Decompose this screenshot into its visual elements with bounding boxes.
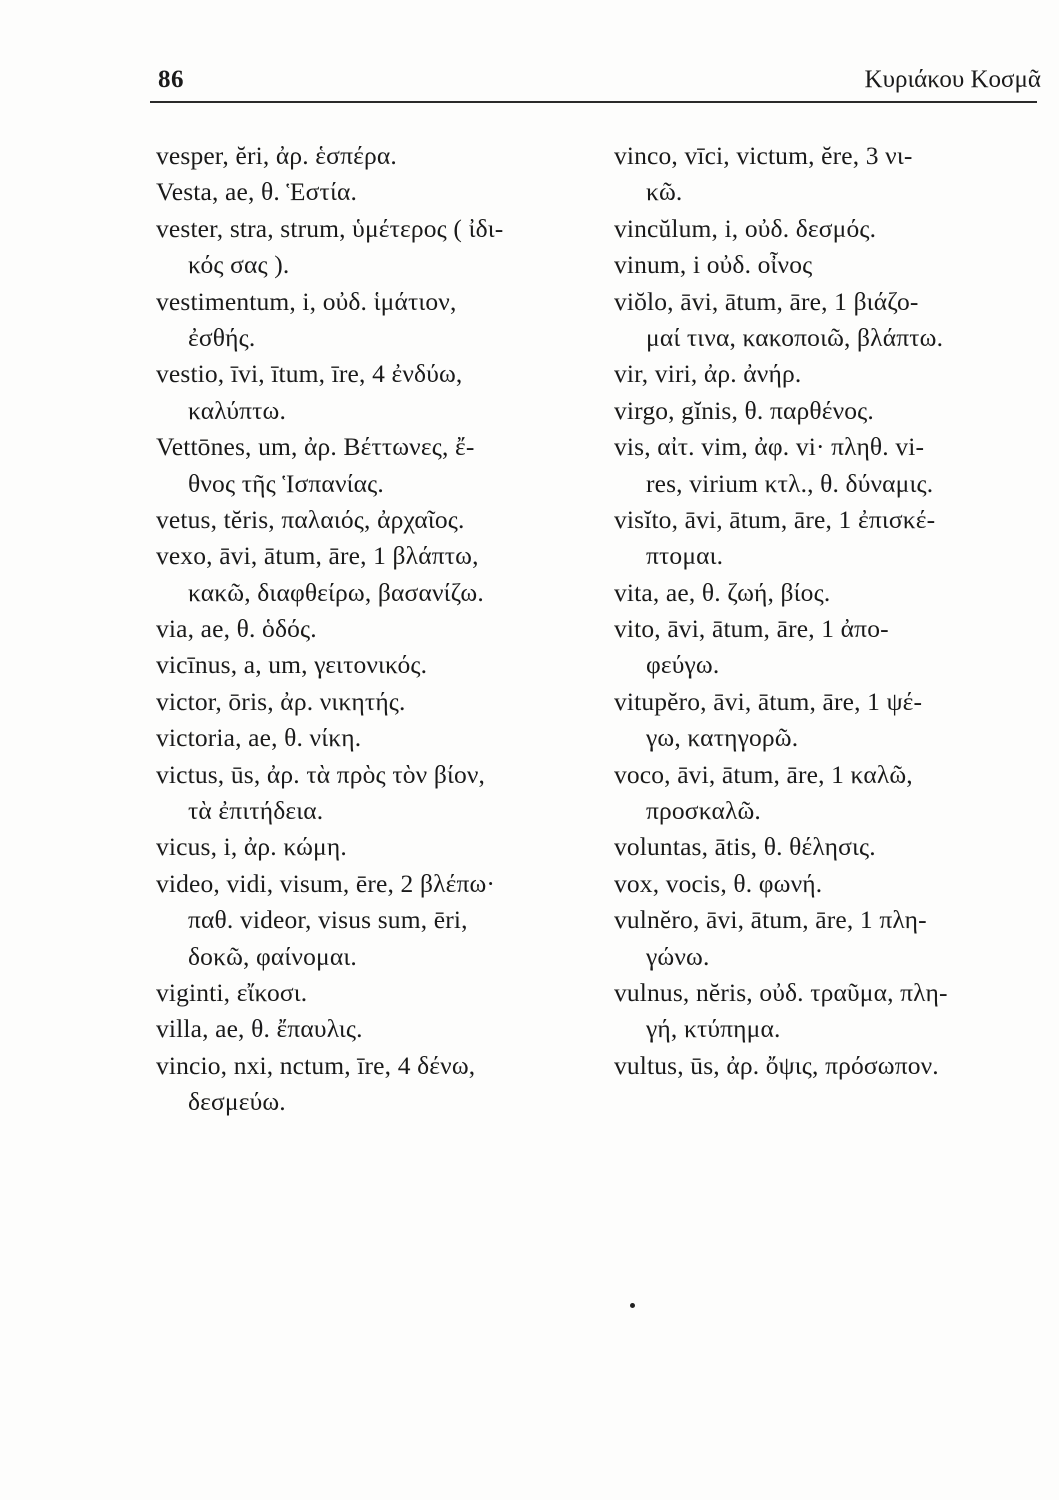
dictionary-entry-line: video, vidi, visum, ēre, 2 βλέπω· xyxy=(156,868,496,898)
dictionary-entry-line: virgo, gĭnis, θ. παρθένος. xyxy=(614,395,874,425)
dictionary-entry-line: vinco, vīci, victum, ĕre, 3 νι- xyxy=(614,141,913,170)
entry-continuation-line: παθ. videor, visus sum, ēri, xyxy=(188,905,468,935)
dictionary-entry-line: victor, ōris, ἀρ. νικητής. xyxy=(156,686,406,716)
print-dot xyxy=(630,1303,635,1308)
dictionary-entry-line: vulnĕro, āvi, ātum, āre, 1 πλη- xyxy=(614,905,927,935)
entry-continuation-line: πτομαι. xyxy=(646,541,724,571)
dictionary-entry-line: vulnus, nĕris, οὐδ. τραῦμα, πλη- xyxy=(614,977,948,1007)
dictionary-entry-line: voluntas, ātis, θ. θέλησις. xyxy=(614,832,876,862)
dictionary-entry-line: via, ae, θ. ὁδός. xyxy=(156,614,317,644)
entry-continuation-line: γω, κατηγορῶ. xyxy=(646,723,799,753)
entry-continuation-line: τὰ ἐπιτήδεια. xyxy=(188,796,324,826)
header-rule xyxy=(150,101,1037,103)
entry-continuation-line: μαί τινα, κακοποιῶ, βλάπτω. xyxy=(646,322,944,352)
entry-continuation-line: προσκαλῶ. xyxy=(646,796,761,826)
dictionary-entry-line: vinum, i οὐδ. οἶνος xyxy=(614,250,813,280)
entry-continuation-line: γή, κτύπημα. xyxy=(646,1014,781,1044)
entry-continuation-line: κῶ. xyxy=(646,177,683,207)
dictionary-entry-line: victus, ūs, ἀρ. τὰ πρὸς τὸν βίον, xyxy=(156,759,486,789)
dictionary-entry-line: vester, stra, strum, ὑμέτερος ( ἰδι- xyxy=(156,213,504,243)
entry-continuation-line: res, virium κτλ., θ. δύναμις. xyxy=(646,468,934,498)
dictionary-entry-line: vox, vocis, θ. φωνή. xyxy=(614,868,823,898)
dictionary-entry-line: villa, ae, θ. ἔπαυλις. xyxy=(156,1014,363,1044)
entry-continuation-line: ἐσθής. xyxy=(188,322,256,352)
entry-continuation-line: δεσμεύω. xyxy=(188,1087,286,1117)
running-head: Κυριάκου Κοσμᾶ xyxy=(864,66,1041,93)
dictionary-entry-line: Vettōnes, um, ἀρ. Βέττωνες, ἔ- xyxy=(156,432,475,462)
dictionary-entry-line: vestio, īvi, ītum, īre, 4 ἐνδύω, xyxy=(156,359,463,389)
dictionary-entry-line: viginti, εἴκοσι. xyxy=(156,977,308,1007)
entry-continuation-line: θνος τῆς Ἱσπανίας. xyxy=(188,468,384,498)
dictionary-entry-line: visĭto, āvi, ātum, āre, 1 ἐπισκέ- xyxy=(614,504,936,534)
dictionary-entry-line: vita, ae, θ. ζωή, βίος. xyxy=(614,577,831,607)
dictionary-entry-line: voco, āvi, ātum, āre, 1 καλῶ, xyxy=(614,759,913,789)
dictionary-entry-line: vis, αἰτ. vim, ἀφ. vi· πληθ. vi- xyxy=(614,432,925,462)
dictionary-entry-line: vitupĕro, āvi, ātum, āre, 1 ψέ- xyxy=(614,686,923,716)
dictionary-entry-line: vexo, āvi, ātum, āre, 1 βλάπτω, xyxy=(156,541,479,571)
dictionary-entry-line: vicus, i, ἀρ. κώμη. xyxy=(156,832,347,862)
left-column xyxy=(156,138,596,1121)
page-header xyxy=(158,66,1041,100)
right-column xyxy=(614,138,1044,1084)
entry-continuation-line: γώνω. xyxy=(646,941,710,971)
dictionary-entry-line: vestimentum, i, οὐδ. ἱμάτιον, xyxy=(156,286,457,316)
dictionary-entry-line: vetus, tĕris, παλαιός, ἀρχαῖος. xyxy=(156,504,465,534)
dictionary-entry-line: viŏlo, āvi, ātum, āre, 1 βιάζο- xyxy=(614,286,919,316)
entry-continuation-line: καλύπτω. xyxy=(188,395,286,425)
dictionary-entry-line: vir, viri, ἀρ. ἀνήρ. xyxy=(614,359,802,389)
page-number: 86 xyxy=(158,66,184,93)
entry-continuation-line: κακῶ, διαφθείρω, βασανίζω. xyxy=(188,577,484,607)
dictionary-entry-line: vito, āvi, ātum, āre, 1 ἀπο- xyxy=(614,614,889,644)
dictionary-entry-line: vultus, ūs, ἀρ. ὄψις, πρόσωπον. xyxy=(614,1050,939,1080)
dictionary-entry-line: vincio, nxi, nctum, īre, 4 δένω, xyxy=(156,1050,476,1080)
dictionary-entry-line: vincŭlum, i, οὐδ. δεσμός. xyxy=(614,213,877,243)
entry-continuation-line: φεύγω. xyxy=(646,650,720,680)
dictionary-entry-line: victoria, ae, θ. νίκη. xyxy=(156,723,362,753)
entry-continuation-line: κός σας ). xyxy=(188,250,290,280)
entry-continuation-line: δοκῶ, φαίνομαι. xyxy=(188,941,357,971)
dictionary-entry-line: Vesta, ae, θ. Ἑστία. xyxy=(156,177,357,207)
dictionary-entry-line: vesper, ĕri, ἀρ. ἑσπέρα. xyxy=(156,141,397,170)
dictionary-entry-line: vicīnus, a, um, γειτονικός. xyxy=(156,650,428,680)
